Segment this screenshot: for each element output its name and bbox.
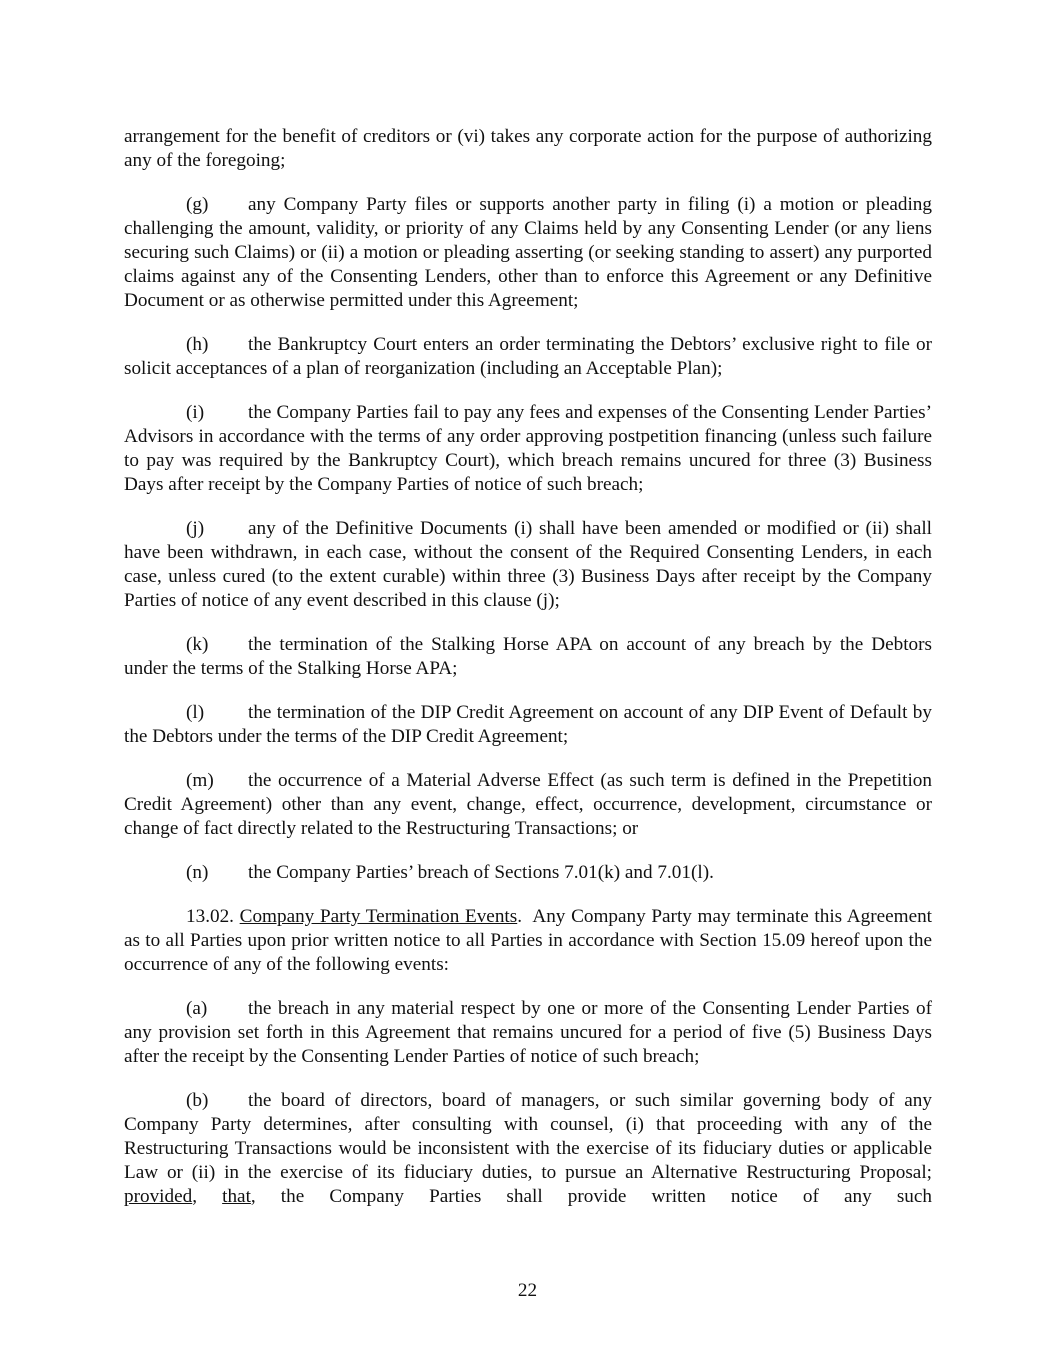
clause-label: (a) — [186, 998, 208, 1019]
clause-text: the Bankruptcy Court enters an order terminating the Debtors’ exclusive right to file or solicit acceptances of a plan of reorganization (including an Acceptable Plan); — [124, 334, 932, 379]
clause-text: any of the Definitive Documents (i) shall have been amended or modified or (ii) shall have been withdrawn, in each case, without the consent of the Required Consenting Lenders, in each case, unless cured (to the extent curable) within three (3) Business Days after receipt by the Company Parties of notice of any event described in this clause (j); — [124, 518, 932, 611]
clause-m — [124, 769, 932, 841]
section-number: 13.02. — [186, 906, 234, 927]
clause-text: the Company Parties’ breach of Sections 7.01(k) and 7.01(l). — [248, 862, 714, 883]
page-number: 22 — [517, 1280, 538, 1301]
clause-label: (m) — [186, 770, 214, 791]
clause-b — [124, 1089, 932, 1209]
continuation-paragraph: arrangement for the benefit of creditors or (vi) takes any corporate action for the purpose of authorizing any of the foregoing; — [124, 126, 932, 171]
clause-i — [124, 401, 932, 497]
clause-l — [124, 701, 932, 749]
clause-j — [124, 517, 932, 613]
clause-text: the Company Parties fail to pay any fees and expenses of the Consenting Lender Parties’ Advisors in accordance with the terms of any order approving postpetition financing (unless such failure to pay was required by the Bankruptcy Court), which breach remains uncured for three (3) Business Days after receipt by the Company Parties of notice of such breach; — [124, 402, 932, 495]
clause-label: (j) — [186, 518, 205, 539]
clause-label: (h) — [186, 334, 209, 355]
clause-text: the occurrence of a Material Adverse Effect (as such term is defined in the Prepetition Credit Agreement) other than any event, change, effect, occurrence, development, circumstance or change of fact directly related to the Restructuring Transactions; or — [124, 770, 932, 839]
section-text: Any Company Party may terminate this Agreement as to all Parties upon prior written notice to all Parties in accordance with Section 15.09 hereof upon the occurrence of any of the following events: — [124, 906, 933, 975]
clause-h — [124, 333, 932, 381]
clause-n — [124, 861, 932, 885]
clause-label: (l) — [186, 702, 205, 723]
clause-label: (b) — [186, 1090, 209, 1111]
clause-text-continued: , the Company Parties shall provide written notice of any such — [250, 1186, 932, 1207]
provided-term: provided — [124, 1186, 193, 1207]
document-page — [124, 125, 932, 1229]
that-term: that — [222, 1186, 251, 1207]
clause-text: the board of directors, board of managers, or such similar governing body of any Company Party determines, after consulting with counsel, (i) that proceeding with any of the Restructuring Transactions would be inconsistent with the exercise of its fiduciary duties or applicable Law or (ii) in the exercise of its fiduciary duties, to pursue an Alternative Restructuring Proposal; — [124, 1090, 932, 1183]
punctuation: , — [192, 1186, 223, 1207]
clause-g — [124, 193, 932, 313]
clause-text: the termination of the Stalking Horse APA on account of any breach by the Debtors under the terms of the Stalking Horse APA; — [124, 634, 932, 679]
clause-text: the termination of the DIP Credit Agreement on account of any DIP Event of Default by the Debtors under the terms of the DIP Credit Agreement; — [124, 702, 932, 747]
clause-k — [124, 633, 932, 681]
clause-a — [124, 997, 932, 1069]
section-13-02 — [124, 905, 932, 977]
clause-label: (n) — [186, 862, 209, 883]
heading-punctuation: . — [517, 906, 523, 927]
section-heading: Company Party Termination Events — [239, 906, 518, 927]
clause-text: the breach in any material respect by one or more of the Consenting Lender Parties of any provision set forth in this Agreement that remains uncured for a period of five (5) Business Days after the receipt by the Consenting Lender Parties of notice of such breach; — [124, 998, 932, 1067]
clause-text: any Company Party files or supports another party in filing (i) a motion or pleading challenging the amount, validity, or priority of any Claims held by any Consenting Lender (or any liens securing such Claims) or (ii) a motion or pleading asserting (or seeking standing to assert) any purported claims against any of the Consenting Lenders, other than to enforce this Agreement or any Definitive Document or as otherwise permitted under this Agreement; — [124, 194, 932, 311]
clause-label: (g) — [186, 194, 209, 215]
clause-label: (i) — [186, 402, 205, 423]
clause-label: (k) — [186, 634, 209, 655]
